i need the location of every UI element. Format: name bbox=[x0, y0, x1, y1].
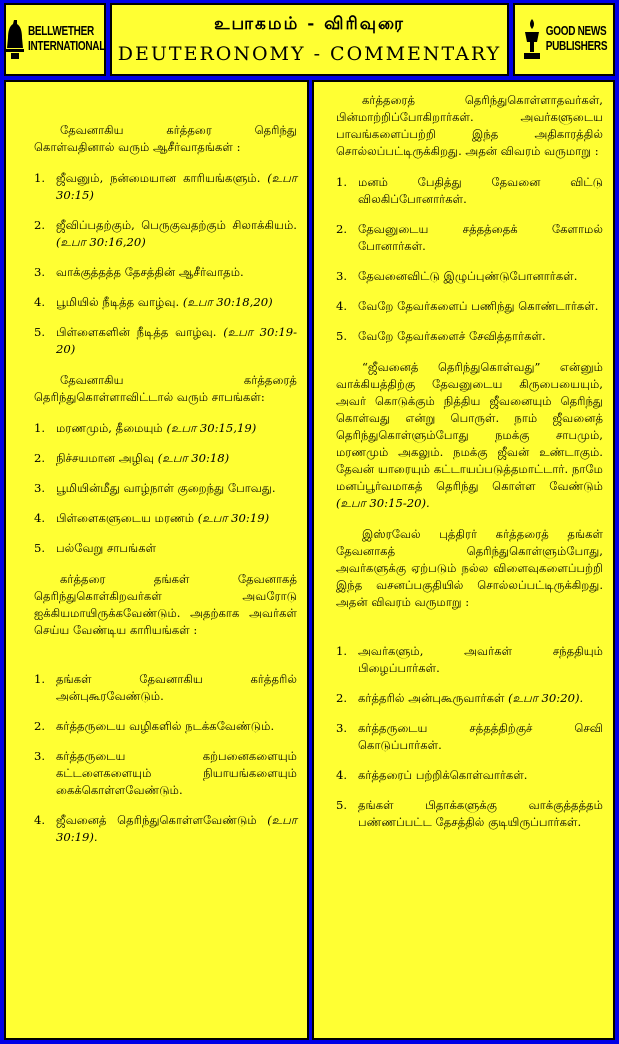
list-item: 3. வாக்குத்தத்த தேசத்தின் ஆசீர்வாதம். bbox=[34, 265, 244, 279]
list-item: 3. கர்த்தருடைய சத்தத்திற்குச் செவி கொடுப்பார்கள். bbox=[336, 721, 603, 752]
list-item: 4. பிள்ளைகளுடைய மரணம் (உபா 30:19) bbox=[34, 511, 270, 525]
israel-intro: இஸ்ரவேல் புத்திரர் கர்த்தரைத் தங்கள் தேவனாகத் தெரிந்துகொள்ளும்போது, அவர்களுக்கு ஏற்படும் நல்ல விளைவுகளைப்பற்றி இந்த வசனப்பகுதியில் சொல்லப்பட்டிருக்கிறது. அதன் விவரம் வருமாறு : bbox=[336, 527, 603, 609]
left-column bbox=[4, 80, 309, 1040]
list-item: 1. மனம் பேதித்து தேவனை விட்டு விலகிப்போனார்கள். bbox=[336, 175, 603, 206]
curses-list bbox=[34, 420, 297, 557]
list-item: 5. பல்வேறு சாபங்கள் bbox=[34, 541, 157, 555]
logo-right-line2: PUBLISHERS bbox=[545, 39, 608, 54]
list-item: 5. பிள்ளைகளின் நீடித்த வாழ்வு. (உபா 30:19-20) bbox=[34, 325, 297, 356]
list-item: 1. மரணமும், தீமையும் (உபா 30:15,19) bbox=[34, 421, 257, 435]
page-title-english: DEUTERONOMY - COMMENTARY bbox=[117, 43, 502, 65]
list-item: 5. வேறே தேவர்களைச் சேவித்தார்கள். bbox=[336, 329, 546, 343]
list-item: 1. அவர்களும், அவர்கள் சந்ததியும் பிழைப்பார்கள். bbox=[336, 644, 603, 675]
list-item: 3. கர்த்தருடைய கற்பனைகளையும் கட்டளைகளையும் நியாயங்களையும் கைக்கொள்ளவேண்டும். bbox=[34, 749, 297, 797]
list-item: 2. நிச்சயமான அழிவு (உபா 30:18) bbox=[34, 451, 230, 465]
rejectors-intro: கர்த்தரைத் தெரிந்துகொள்ளாதவர்கள், பின்மாற்றிப்போகிறார்கள். அவர்களுடைய பாவங்களைப்பற்றி இந்த அதிகாரத்தில் சொல்லப்பட்டிருக்கிறது. அதன் விவரம் வருமாறு : bbox=[336, 93, 603, 158]
sins-list bbox=[336, 174, 603, 345]
list-item: 4. ஜீவனைத் தெரிந்துகொள்ளவேண்டும் (உபா 30:19). bbox=[34, 813, 297, 844]
list-item: 2. ஜீவிப்பதற்கும், பெருகுவதற்கும் சிலாக்கியம். (உபா 30:16,20) bbox=[34, 218, 297, 249]
list-item: 3. பூமியின்மீது வாழ்நாள் குறைந்து போவது. bbox=[34, 481, 276, 495]
page-title-tamil: உபாகமம் - விரிவுரை bbox=[214, 14, 405, 34]
bellwether-icon bbox=[5, 18, 25, 62]
list-item: 2. கர்த்தரில் அன்புகூருவார்கள் (உபா 30:20). bbox=[336, 691, 584, 705]
choose-life-paragraph: “ஜீவனைத் தெரிந்துகொள்வது” என்னும் வாக்கியத்திற்கு தேவனுடைய கிருபையையும், அவர் கொடுக்கும் நித்திய ஜீவனையும் தெரிந்து கொள்வது என்று பொருள். நாம் ஜீவனைத் தெரிந்துகொள்ளும்போது நமக்கு சாபமும், மரணமும் அகலும். நமக்கு ஜீவன் உண்டாகும். தேவன் யாரையும் கட்டாயப்படுத்தமாட்டார். நாமே மனப்பூர்வமாகத் தெரிந்து கொள்ள வேண்டும் (உபா 30:15-20). bbox=[336, 360, 603, 510]
list-item: 4. கர்த்தரைப் பற்றிக்கொள்வார்கள். bbox=[336, 768, 528, 782]
list-item: 4. பூமியில் நீடித்த வாழ்வு. (உபா 30:18,20) bbox=[34, 295, 273, 309]
logo-right-line1: GOOD NEWS bbox=[545, 24, 607, 39]
list-item: 3. தேவனைவிட்டு இழுப்புண்டுபோனார்கள். bbox=[336, 269, 578, 283]
title-banner bbox=[110, 3, 509, 76]
list-item: 2. கர்த்தருடைய வழிகளில் நடக்கவேண்டும். bbox=[34, 719, 275, 733]
right-column bbox=[312, 80, 615, 1040]
duties-intro: கர்த்தரை தங்கள் தேவனாகத் தெரிந்துகொள்கிறவர்கள் அவரோடு ஐக்கியமாயிருக்கவேண்டும். அதற்காக அவர்கள் செய்ய வேண்டிய காரியங்கள் : bbox=[34, 572, 297, 637]
list-item: 5. தங்கள் பிதாக்களுக்கு வாக்குத்தத்தம் பண்ணப்பட்ட தேசத்தில் குடியிருப்பார்கள். bbox=[336, 798, 603, 829]
logo-left-line2: INTERNATIONAL bbox=[27, 39, 106, 54]
duties-list bbox=[34, 671, 297, 846]
curses-intro: தேவனாகிய கர்த்தரைத் தெரிந்துகொள்ளாவிட்டால் வரும் சாபங்கள்: bbox=[34, 373, 297, 404]
lamp-icon bbox=[521, 18, 543, 62]
list-item: 1. தங்கள் தேவனாகிய கர்த்தரில் அன்புகூரவேண்டும். bbox=[34, 672, 297, 703]
blessings-intro: தேவனாகிய கர்த்தரை தெரிந்து கொள்வதினால் வரும் ஆசீர்வாதங்கள் : bbox=[34, 123, 297, 154]
blessings-list bbox=[34, 170, 297, 358]
bellwether-logo bbox=[4, 3, 106, 76]
good-news-logo bbox=[513, 3, 615, 76]
logo-left-line1: BELLWETHER bbox=[27, 24, 94, 39]
list-item: 1. ஜீவனும், நன்மையான காரியங்களும். (உபா 30:15) bbox=[34, 171, 297, 202]
list-item: 4. வேறே தேவர்களைப் பணிந்து கொண்டார்கள். bbox=[336, 299, 599, 313]
results-list bbox=[336, 643, 603, 831]
list-item: 2. தேவனுடைய சத்தத்தைக் கேளாமல் போனார்கள். bbox=[336, 222, 603, 253]
